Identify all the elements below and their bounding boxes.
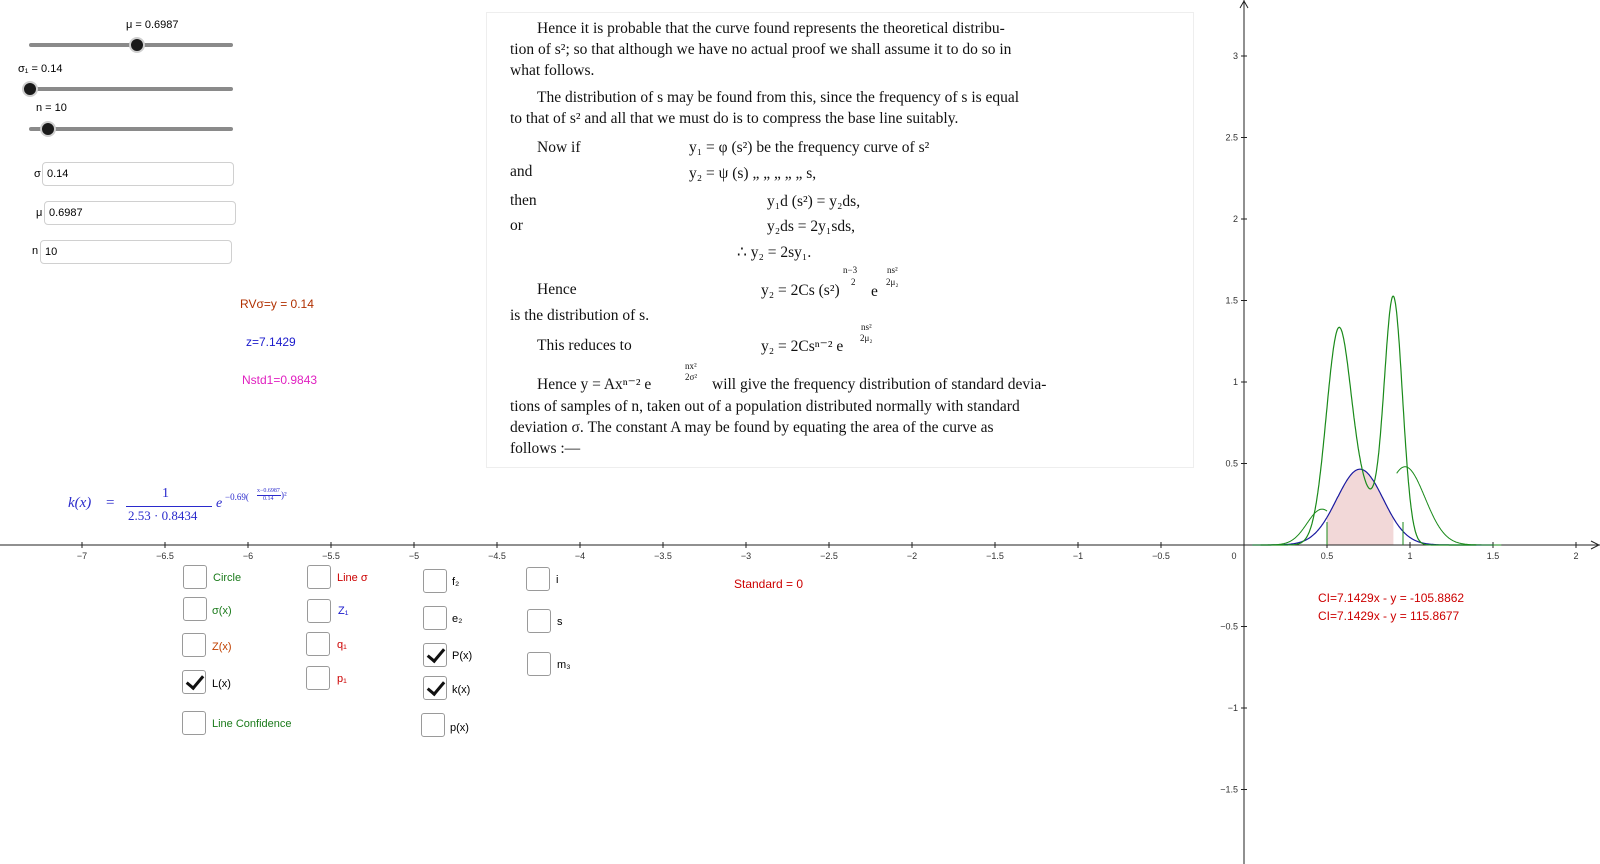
scan-line: Now if [537, 139, 581, 156]
x-tick-label: −2.5 [820, 551, 838, 561]
line-confidence-checkbox-label: Line Confidence [212, 718, 292, 730]
scan-line: This reduces to [537, 337, 632, 354]
kx-exp-base: e [216, 496, 223, 511]
mu-input-label: μ [36, 207, 43, 219]
scan-line: ∴ y₂ = 2sy₁. [737, 244, 812, 261]
scan-line: tions of samples of n, taken out of a population distributed normally with standard [510, 398, 1020, 415]
p-x-checkbox-label: P(x) [452, 650, 473, 662]
x-tick-label: −5 [408, 551, 420, 561]
x-tick-label: −6.5 [156, 551, 174, 561]
l-x-checkbox-label: L(x) [212, 678, 231, 690]
x-tick-label: −1.5 [986, 551, 1004, 561]
scan-line: and [510, 163, 533, 180]
m3-checkbox[interactable] [527, 652, 551, 676]
x-tick-label: −1 [1072, 551, 1084, 561]
ci-lower-text: CI=7.1429x - y = -105.8862 [1318, 591, 1465, 605]
p1-checkbox-label: p₁ [337, 673, 347, 685]
scan-line: to that of s² and all that we must do is to compress the base line suitably. [510, 110, 959, 127]
s-checkbox-label: s [557, 616, 563, 628]
scan-line: y₁d (s²) = y₂ds, [767, 193, 861, 210]
scan-line: Hence y = Axⁿ⁻² e [537, 376, 652, 393]
x-tick-label: 1 [1407, 551, 1413, 561]
scan-line: y₂ = 2Cs (s²) [761, 282, 840, 299]
scan-line: y₂ = ψ (s) „ „ „ „ „ s, [689, 165, 817, 182]
x-tick-label: −3.5 [654, 551, 672, 561]
scan-line: 2μ₂ [860, 333, 873, 343]
scan-line: then [510, 192, 537, 209]
kx-exp-close: )² [281, 490, 287, 500]
ci-upper-text: CI=7.1429x - y = 115.8677 [1318, 609, 1460, 623]
y-tick-label: 3 [1232, 51, 1238, 61]
scan-line: tion of s²; so that although we have no actual proof we shall assume it to do so in [510, 41, 1012, 58]
n-slider-label: n = 10 [36, 102, 67, 114]
n-input-label: n [32, 245, 39, 257]
scan-line: n−3 [843, 265, 858, 275]
kx-exp-denominator: 0.14 [263, 496, 274, 502]
i-checkbox[interactable] [526, 567, 550, 591]
q1-checkbox-label: q₁ [337, 639, 347, 651]
scan-line: nx² [685, 361, 697, 371]
scan-line: 2μ₂ [886, 277, 899, 287]
p1-checkbox[interactable] [306, 666, 330, 690]
scan-line: 2σ² [685, 372, 698, 382]
scan-line: y₁ = φ (s²) be the frequency curve of s² [689, 139, 930, 156]
x-tick-label: −6 [242, 551, 254, 561]
y-tick-label: −0.5 [1220, 621, 1238, 632]
kx-area-fill [1327, 469, 1393, 545]
scan-line: is the distribution of s. [510, 307, 650, 324]
scan-line: follows :— [510, 440, 581, 457]
sigma1-slider-label: σ₁ = 0.14 [18, 63, 63, 75]
nstd-value-text: Nstd1=0.9843 [242, 373, 318, 387]
circle-checkbox[interactable] [183, 565, 207, 589]
x-tick-label: −3 [740, 551, 752, 561]
l-x-checkbox[interactable] [182, 670, 206, 694]
kx-exp-numerator: x−0.6987 [257, 488, 280, 494]
y-tick-label: 1.5 [1225, 295, 1238, 306]
p-x-checkbox[interactable] [423, 643, 447, 667]
x-tick-label: 2 [1573, 551, 1579, 561]
y-tick-label: 2 [1232, 214, 1238, 224]
x-tick-label: −0.5 [1152, 551, 1170, 561]
kx-equals: = [106, 495, 115, 511]
y-tick-label: 2.5 [1225, 132, 1238, 143]
kx-exponent: −0.69( [225, 492, 249, 502]
scan-line: y₂ = 2Csⁿ⁻² e [761, 338, 844, 355]
x-tick-label: −5.5 [322, 551, 340, 561]
scan-line: 2 [851, 277, 856, 287]
scan-line: e [871, 283, 878, 300]
e2-checkbox-label: e₂ [452, 613, 463, 625]
line-sigma-checkbox[interactable] [307, 565, 331, 589]
kx-denominator: 2.53 · 0.8434 [128, 508, 198, 523]
f2-checkbox-label: f₂ [452, 576, 460, 588]
scan-line: what follows. [510, 62, 595, 79]
mu-slider-label: μ = 0.6987 [126, 19, 179, 31]
z1-checkbox[interactable] [307, 599, 331, 623]
k-x-checkbox-label: k(x) [452, 684, 471, 696]
q1-checkbox[interactable] [306, 632, 330, 656]
circle-checkbox-label: Circle [213, 572, 242, 584]
kx-numerator: 1 [162, 486, 169, 501]
line-confidence-checkbox[interactable] [182, 711, 206, 735]
rx-curve [1397, 467, 1502, 545]
x-tick-label: −7 [76, 551, 88, 561]
x-tick-label: −4 [574, 551, 586, 561]
x-tick-label: −2 [906, 551, 918, 561]
sigma-input-label: σ [34, 168, 41, 180]
e2-checkbox[interactable] [423, 606, 447, 630]
k-x-checkbox[interactable] [423, 676, 447, 700]
i-checkbox-label: i [556, 574, 559, 586]
y-tick-label: 0.5 [1225, 458, 1238, 469]
sigma-x-checkbox[interactable] [183, 597, 207, 621]
z-value-text: z=7.1429 [246, 335, 296, 349]
scan-line: The distribution of s may be found from this, since the frequency of s is equal [537, 89, 1020, 106]
scan-line: deviation σ. The constant A may be found by equating the area of the curve as [510, 419, 994, 436]
scan-line: or [510, 217, 523, 234]
lx-curve [1252, 509, 1327, 545]
p-lower-x-checkbox[interactable] [421, 713, 445, 737]
line-sigma-checkbox-label: Line σ [337, 572, 368, 584]
rv-sigma-text: RVσ=y = 0.14 [240, 297, 314, 311]
kx-lhs: k(x) [68, 495, 92, 511]
m3-checkbox-label: m₃ [557, 659, 571, 671]
f2-checkbox[interactable] [423, 569, 447, 593]
scan-line: will give the frequency distribution of standard devia- [712, 376, 1047, 393]
y-tick-label: −1 [1227, 703, 1238, 713]
scan-line: Hence [537, 281, 577, 298]
standard-value-text: Standard = 0 [734, 577, 804, 591]
x-tick-label: 0.5 [1320, 551, 1334, 561]
x-tick-label: 1.5 [1486, 551, 1500, 561]
z1-checkbox-label: Z₁ [338, 605, 349, 617]
y-tick-label: −1.5 [1220, 784, 1238, 795]
sigma-x-checkbox-label: σ(x) [212, 605, 232, 617]
scan-line: ns² [861, 322, 872, 332]
y-tick-label: 1 [1232, 377, 1238, 387]
x-tick-label: 0 [1231, 551, 1237, 561]
z-x-checkbox[interactable] [182, 633, 206, 657]
scan-line: y₂ds = 2y₁sds, [767, 218, 856, 235]
x-tick-label: −4.5 [488, 551, 506, 561]
scan-line: ns² [887, 265, 898, 275]
scan-line: Hence it is probable that the curve found represents the theoretical distribu- [537, 20, 1005, 37]
p-lower-x-checkbox-label: p(x) [450, 722, 469, 734]
s-checkbox[interactable] [527, 609, 551, 633]
z-x-checkbox-label: Z(x) [212, 641, 232, 653]
